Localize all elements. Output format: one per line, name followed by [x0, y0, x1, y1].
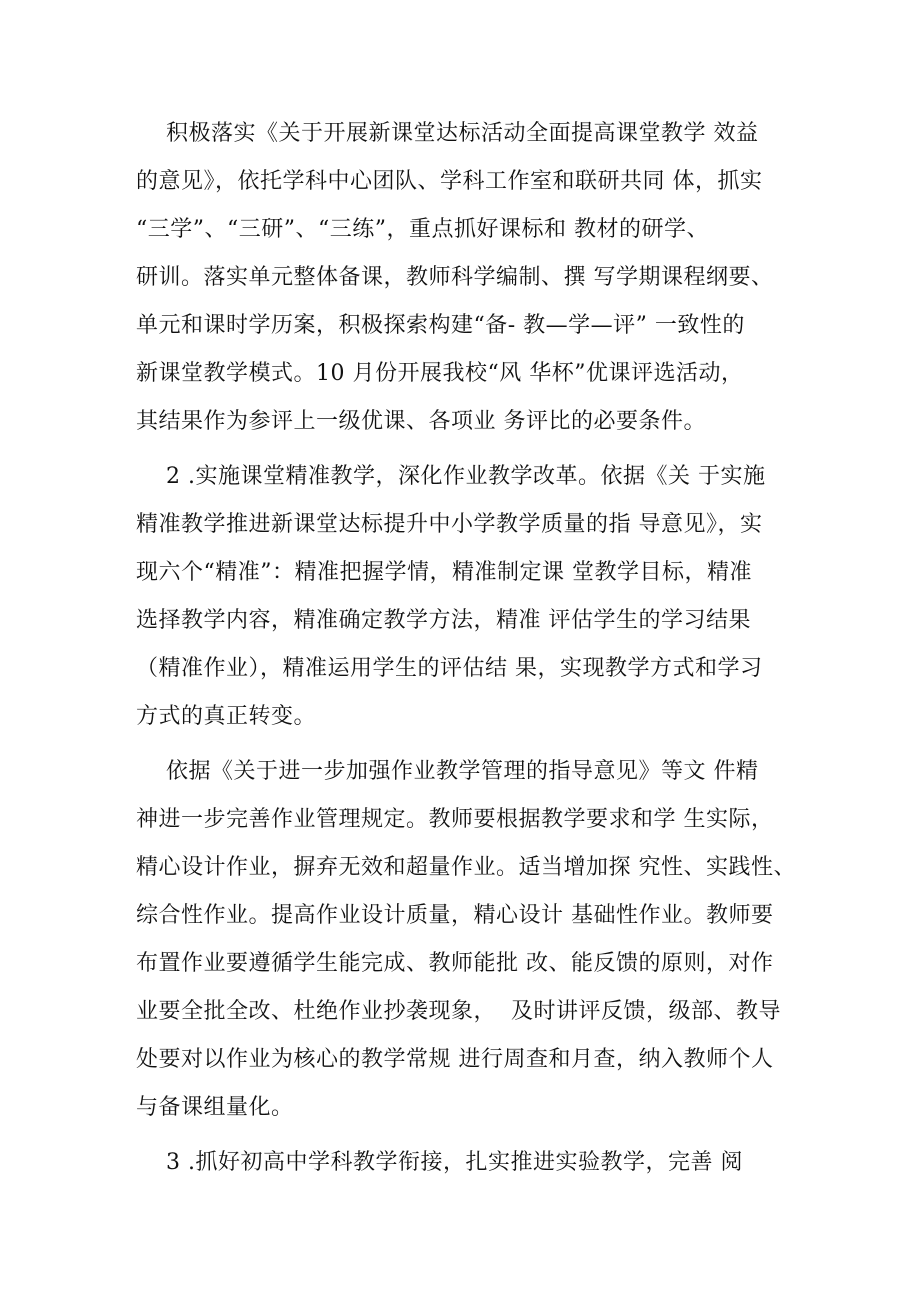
paragraph [136, 1139, 798, 1187]
text-line: 方式的真正转变。 [136, 704, 317, 729]
paragraph-spacing [136, 1132, 798, 1139]
text-line: 选择教学内容，精准确定教学方法，精准 评估学生的学习结果 [136, 608, 751, 633]
paragraph [136, 748, 798, 1132]
text-line: 3 .抓好初高中学科教学衔接，扎实推进实验教学，完善 阅 [136, 1150, 743, 1175]
text-line: 综合性作业。提高作业设计质量，精心设计 基础性作业。教师要 [136, 903, 774, 928]
text-line: 的意见》，依托学科中心团队、学科工作室和联研共同 体，抓实 [136, 169, 763, 194]
text-line: 研训。落实单元整体备课，教师科学编制、撰 写学期课程纲要、 [136, 265, 774, 290]
text-line: 单元和课时学历案，积极探索构建“备- 教—学—评” 一致性的 [136, 313, 745, 338]
paragraph-spacing [136, 741, 798, 748]
text-line: “三学”、“三研”、“三练”，重点抓好课标和 教材的研学、 [136, 217, 709, 242]
text-line: 新课堂教学模式。10 月份开展我校“风 华杯”优课评选活动， [136, 361, 744, 386]
paragraph [136, 453, 798, 741]
text-line: 依据《关于进一步加强作业教学管理的指导意见》等文 件精 [136, 759, 759, 784]
text-line: 处要对以作业为核心的教学常规 进行周查和月查，纳入教师个人 [136, 1047, 774, 1072]
text-line: 与备课组量化。 [136, 1095, 294, 1120]
text-line: （精准作业），精准运用学生的评估结 果，实现教学方式和学习 [136, 656, 763, 681]
text-line: 业要全批全改、杜绝作业抄袭现象， 及时讲评反馈，级部、教导 [136, 999, 781, 1024]
paragraph-spacing [136, 446, 798, 453]
text-line: 精心设计作业，摒弃无效和超量作业。适当增加探 究性、实践性、 [136, 855, 796, 880]
paragraph [136, 110, 798, 446]
text-line: 神进一步完善作业管理规定。教师要根据教学要求和学 生实际， [136, 807, 774, 832]
text-line: 其结果作为参评上一级优课、各项业 务评比的必要条件。 [136, 409, 706, 434]
text-line: 现六个“精准”：精准把握学情，精准制定课 堂教学目标，精准 [136, 560, 752, 585]
document-body [136, 110, 798, 1187]
text-line: 积极落实《关于开展新课堂达标活动全面提高课堂教学 效益 [136, 121, 759, 146]
text-line: 精准教学推进新课堂达标提升中小学教学质量的指 导意见》，实 [136, 512, 763, 537]
text-line: 2 .实施课堂精准教学，深化作业教学改革。依据《关 于实施 [136, 464, 766, 489]
text-line: 布置作业要遵循学生能完成、教师能批 改、能反馈的原则，对作 [136, 951, 774, 976]
